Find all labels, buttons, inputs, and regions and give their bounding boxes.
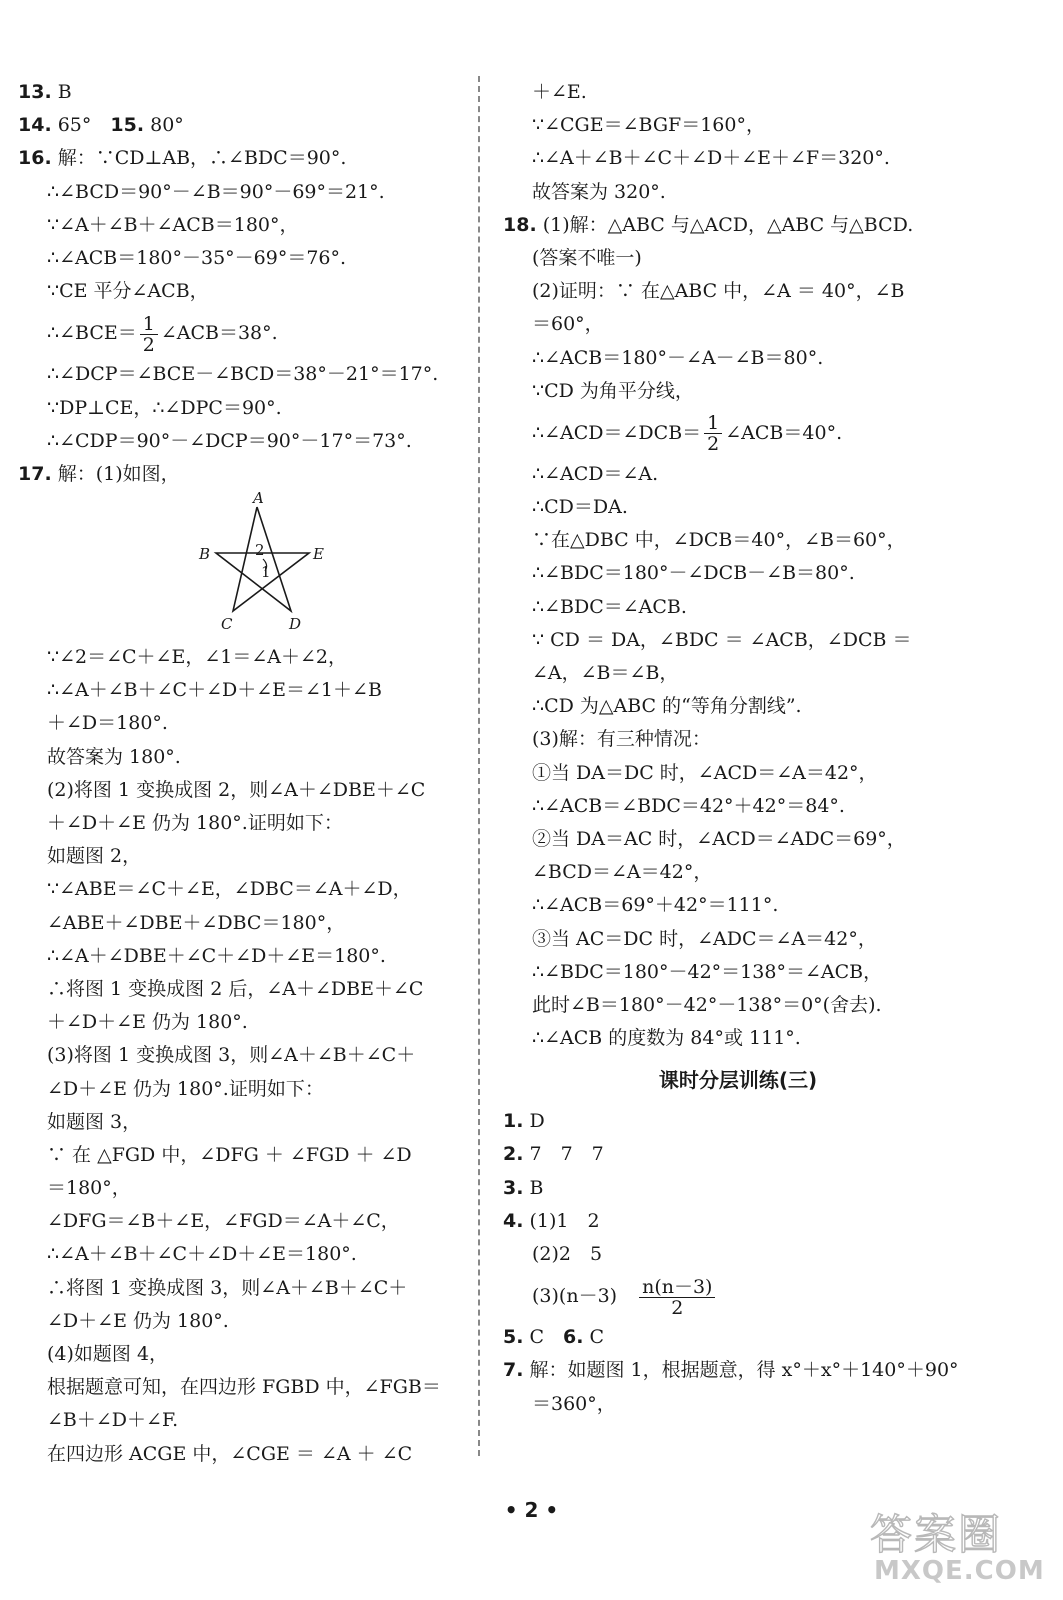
answer-line [503, 408, 973, 458]
figure-label-one: 1 [261, 563, 271, 582]
answer-text: ∴CD＝DA. [532, 496, 628, 519]
answer-text: 此时∠B＝180°－42°－138°＝0°(舍去). [532, 993, 882, 1016]
answer-text: (2)将图 1 变换成图 2，则∠A＋∠DBE＋∠C [47, 778, 426, 801]
answer-text: B [57, 81, 72, 103]
answer-line [503, 657, 973, 690]
answer-line [18, 109, 474, 142]
answer-line [503, 790, 973, 823]
answer-line [18, 1305, 474, 1338]
answer-text: (4)如题图 4， [47, 1343, 169, 1365]
star-outline [216, 507, 309, 611]
answer-line [503, 275, 973, 308]
answer-line [503, 757, 973, 790]
left-column [18, 76, 474, 1471]
answer-line [503, 491, 973, 524]
answer-line [18, 425, 474, 458]
answer-text: ∴∠BDC＝∠ACB. [532, 595, 687, 618]
question-number: 15. [110, 114, 145, 137]
answer-line [18, 358, 474, 391]
answer-text: (2)2 5 [532, 1243, 603, 1265]
answer-line [503, 690, 973, 723]
answer-text: ∴∠BCE＝ [47, 322, 137, 345]
fraction-numerator: n(n－3) [642, 1275, 713, 1298]
answer-text: ∠DFG＝∠B＋∠E，∠FGD＝∠A＋∠C， [47, 1210, 400, 1233]
answer-text: C [529, 1326, 564, 1349]
answer-line [18, 873, 474, 906]
answer-text: ∠B＋∠D＋∠F. [47, 1409, 179, 1432]
answer-text: 7 7 7 [529, 1143, 604, 1166]
figure-label-two: 2 [255, 541, 265, 560]
answer-text: ∵∠CGE＝∠BGF＝160°， [532, 114, 765, 137]
watermark-text: 答案圈 [870, 1510, 1003, 1559]
answer-line [503, 342, 973, 375]
answer-text: ∵ 在 △FGD 中，∠DFG ＋ ∠FGD ＋ ∠D [47, 1143, 412, 1166]
answer-text: ∴∠ACD＝∠A. [532, 462, 659, 485]
watermark-logo [862, 1500, 1048, 1592]
answer-text: ∠ACB＝40°. [725, 421, 843, 444]
answer-text: ∴∠BDC＝180°－42°＝138°＝∠ACB， [532, 960, 883, 983]
star-figure [18, 491, 474, 641]
answer-text: ∴∠ACB 的度数为 84°或 111°. [532, 1027, 801, 1050]
answer-line [18, 1106, 474, 1139]
answer-text: ∵∠ABE＝∠C＋∠E，∠DBC＝∠A＋∠D， [47, 878, 412, 901]
answer-text: ∠ACB＝38°. [160, 322, 278, 345]
answer-line [503, 823, 973, 856]
answer-line [503, 1138, 973, 1171]
answer-text: (2)证明：∵ 在△ABC 中，∠A ＝ 40°，∠B [532, 280, 905, 303]
answer-text: ∠D＋∠E 仍为 180°.证明如下： [47, 1077, 324, 1100]
answer-text: ③当 AC＝DC 时，∠ADC＝∠A＝42°， [532, 927, 877, 950]
answer-line [503, 989, 973, 1022]
answer-line [503, 1321, 973, 1354]
answer-text: D [529, 1110, 545, 1133]
question-number: 2. [503, 1143, 524, 1166]
answer-line [18, 1039, 474, 1072]
question-number: 6. [563, 1326, 584, 1349]
question-number: 1. [503, 1110, 524, 1133]
question-number: 3. [503, 1176, 524, 1199]
question-number: 18. [503, 213, 537, 236]
answer-text: ∴∠ACB＝∠BDC＝42°＋42°＝84°. [532, 794, 845, 817]
answer-text: ∴∠DCP＝∠BCE－∠BCD＝38°－21°＝17°. [47, 363, 439, 386]
fraction [140, 314, 158, 355]
answer-text: ∵在△DBC 中，∠DCB＝40°，∠B＝60°， [532, 529, 906, 552]
answer-line [503, 591, 973, 624]
answer-text: ∠A，∠B＝∠B， [532, 662, 679, 684]
answer-line [18, 209, 474, 242]
answer-text: (3)将图 1 变换成图 3，则∠A＋∠B＋∠C＋ [47, 1044, 416, 1067]
answer-line [503, 524, 973, 557]
question-number: 16. [18, 147, 52, 170]
answer-text: B [529, 1176, 544, 1199]
answer-text: ①当 DA＝DC 时，∠ACD＝∠A＝42°， [532, 761, 878, 784]
answer-line [18, 1371, 474, 1404]
answer-text: ∴将图 1 变换成图 2 后，∠A＋∠DBE＋∠C [47, 977, 424, 1000]
answer-line [503, 856, 973, 889]
answer-text: (1)解：△ABC 与△ACD，△ABC 与△BCD. [542, 213, 914, 236]
question-number: 14. [18, 114, 52, 137]
answer-text: 解：如题图 1，根据题意，得 x°＋x°＋140°＋90° [529, 1359, 959, 1382]
answer-text: ∴∠ACB＝180°－∠A－∠B＝80°. [532, 346, 824, 369]
answer-text: ∠ABE＋∠DBE＋∠DBC＝180°， [47, 911, 346, 934]
fraction [639, 1277, 715, 1318]
question-number: 17. [18, 462, 52, 485]
answer-line [503, 242, 973, 275]
answer-line [18, 641, 474, 674]
answer-text: ＝180°， [47, 1177, 131, 1200]
answer-text: 根据题意可知，在四边形 FGBD 中，∠FGB＝ [47, 1376, 441, 1399]
question-number: 4. [503, 1209, 524, 1232]
answer-line [18, 1238, 474, 1271]
answer-text: ＝360°， [532, 1392, 616, 1415]
answer-text: ＋∠D＋∠E 仍为 180°.证明如下： [47, 812, 343, 834]
answer-line [503, 308, 973, 341]
answer-line [503, 956, 973, 989]
question-number: 5. [503, 1326, 524, 1349]
answer-text: (3)(n－3) [532, 1285, 637, 1308]
answer-text: 如题图 2， [47, 845, 142, 868]
figure-label-b: B [199, 545, 211, 564]
answer-line [503, 76, 973, 109]
answer-text: ∵ CD ＝ DA，∠BDC ＝ ∠ACB，∠DCB ＝ [532, 628, 912, 651]
page-number: • 2 • [504, 1498, 559, 1522]
answer-line [18, 1205, 474, 1238]
answer-text: ∠D＋∠E 仍为 180°. [47, 1309, 229, 1332]
answer-text: ∴∠A＋∠DBE＋∠C＋∠D＋∠E＝180°. [47, 944, 386, 967]
answer-line [18, 392, 474, 425]
answer-line [18, 308, 474, 358]
answer-line [503, 723, 973, 756]
answer-text: ＋∠E. [532, 81, 587, 103]
answer-line [18, 275, 474, 308]
answer-line [503, 458, 973, 491]
answer-text: ∴∠ACB＝69°＋42°＝111°. [532, 894, 779, 917]
answer-line [18, 1404, 474, 1437]
fraction-numerator: 1 [142, 312, 155, 335]
answer-line [503, 889, 973, 922]
answer-text: ∵∠A＋∠B＋∠ACB＝180°， [47, 213, 299, 236]
answer-line [503, 109, 973, 142]
answer-text: ＋∠D＋∠E 仍为 180°. [47, 1011, 248, 1034]
answer-text: 如题图 3， [47, 1110, 142, 1133]
answer-text: (答案不唯一) [532, 246, 642, 269]
answer-text: ∠BCD＝∠A＝42°， [532, 861, 713, 884]
answer-line [503, 176, 973, 209]
answer-text: ∴∠A＋∠B＋∠C＋∠D＋∠E＋∠F＝320°. [532, 147, 890, 170]
answer-line [18, 242, 474, 275]
answer-text: ∴∠A＋∠B＋∠C＋∠D＋∠E＝180°. [47, 1243, 357, 1266]
answer-line [18, 741, 474, 774]
answer-line [18, 1139, 474, 1172]
answer-line [18, 1073, 474, 1106]
answer-text: ＋∠D＝180°. [47, 712, 168, 735]
figure-label-c: C [221, 615, 233, 632]
answer-text: 65° [57, 114, 111, 137]
answer-text: ∵DP⊥CE，∴∠DPC＝90°. [47, 396, 282, 419]
answer-text: ∴∠BDC＝180°－∠DCB－∠B＝80°. [532, 562, 855, 585]
fraction-denominator: 2 [704, 433, 722, 454]
answer-line [18, 458, 474, 491]
answer-text: (1)1 2 [529, 1209, 600, 1232]
question-number: 7. [503, 1359, 524, 1382]
answer-text: 在四边形 ACGE 中，∠CGE ＝ ∠A ＋ ∠C [47, 1442, 413, 1465]
answer-line [18, 1438, 474, 1471]
answer-line [503, 1388, 973, 1421]
answer-text: 故答案为 320°. [532, 180, 666, 203]
fraction-numerator: 1 [707, 412, 720, 435]
answer-line [18, 1172, 474, 1205]
question-number: 13. [18, 81, 52, 103]
answer-line [503, 209, 973, 242]
answer-text: 解：∵CD⊥AB，∴∠BDC＝90°. [57, 147, 347, 170]
answer-line [18, 907, 474, 940]
answer-line [18, 940, 474, 973]
answer-line [18, 1272, 474, 1305]
answer-line [18, 1006, 474, 1039]
answer-line [18, 142, 474, 175]
answer-line [503, 1238, 973, 1271]
answer-text: (3)解：有三种情况： [532, 728, 711, 751]
answer-line [503, 1271, 973, 1321]
answer-line [503, 557, 973, 590]
answer-text: 故答案为 180°. [47, 745, 181, 768]
answer-line [503, 142, 973, 175]
fraction-denominator: 2 [140, 334, 158, 355]
answer-line [18, 76, 474, 109]
answer-text: ＝60°， [532, 313, 604, 336]
answer-text: ②当 DA＝AC 时，∠ACD＝∠ADC＝69°， [532, 827, 906, 850]
answer-text: ∴∠ACD＝∠DCB＝ [532, 421, 702, 444]
section-title: 课时分层训练(三) [658, 1068, 818, 1093]
answer-line [18, 1338, 474, 1371]
answer-line [18, 973, 474, 1006]
answer-text: ∴CD 为△ABC 的“等角分割线”. [532, 695, 802, 718]
column-divider [478, 76, 480, 1456]
figure-label-a: A [253, 491, 264, 508]
answer-line [18, 176, 474, 209]
answer-line [503, 624, 973, 657]
answer-line [503, 375, 973, 408]
answer-text: 解：(1)如图， [57, 462, 180, 485]
answer-line [18, 707, 474, 740]
answer-text: ∴将图 1 变换成图 3，则∠A＋∠B＋∠C＋ [47, 1276, 408, 1299]
watermark-url: MXQE.COM [874, 1556, 1045, 1586]
answer-line [18, 774, 474, 807]
answer-text: C [589, 1326, 605, 1349]
answer-text: 80° [150, 114, 184, 137]
answer-text: ∵CE 平分∠ACB， [47, 280, 209, 303]
answer-line [503, 1172, 973, 1205]
fraction [704, 413, 722, 454]
right-column [503, 76, 973, 1421]
answer-text: ∴∠A＋∠B＋∠C＋∠D＋∠E＝∠1＋∠B [47, 679, 382, 702]
answer-line [18, 807, 474, 840]
fraction-denominator: 2 [639, 1297, 715, 1318]
answer-line [18, 674, 474, 707]
figure-label-e: E [313, 545, 324, 564]
answer-text: ∴∠ACB＝180°－35°－69°＝76°. [47, 246, 347, 269]
answer-line [503, 1022, 973, 1055]
answer-text: ∴∠BCD＝90°－∠B＝90°－69°＝21°. [47, 180, 385, 203]
answer-text: ∵∠2＝∠C＋∠E，∠1＝∠A＋∠2， [47, 646, 348, 669]
answer-line [503, 923, 973, 956]
answer-line [503, 1205, 973, 1238]
answer-text: ∵CD 为角平分线， [532, 379, 694, 402]
answer-line [18, 840, 474, 873]
answer-line [503, 1354, 973, 1387]
answer-line [503, 1105, 973, 1138]
figure-label-d: D [289, 615, 302, 632]
answer-text: ∴∠CDP＝90°－∠DCP＝90°－17°＝73°. [47, 429, 412, 452]
